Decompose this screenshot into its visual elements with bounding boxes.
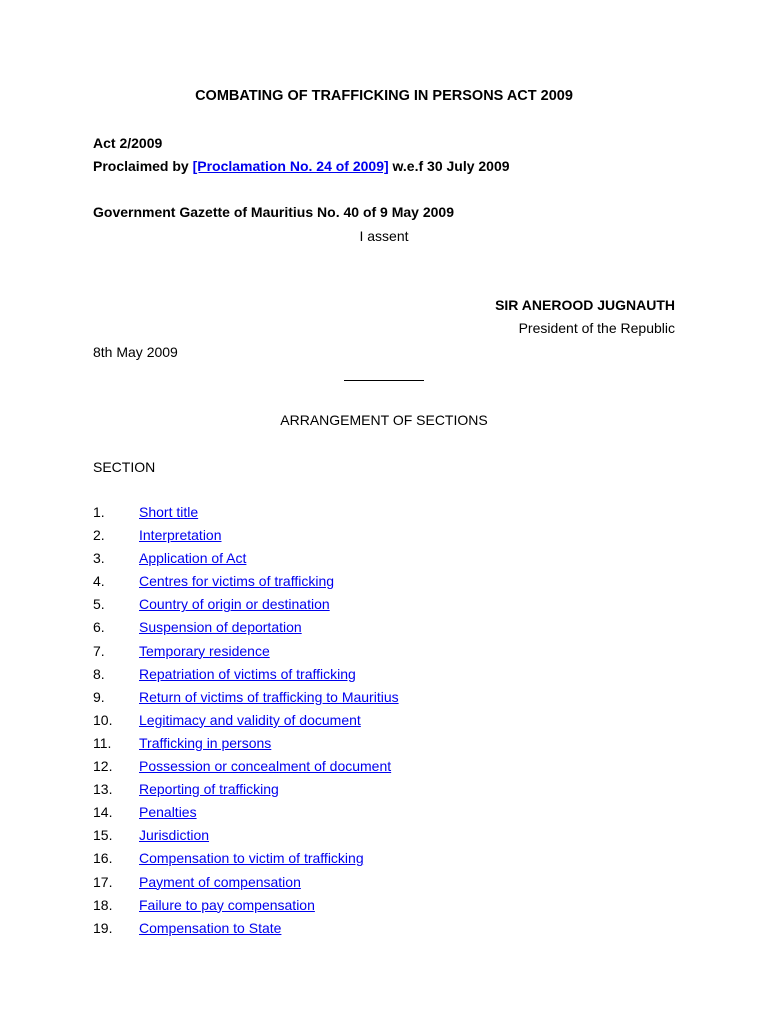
act-number: Act 2/2009: [93, 135, 163, 151]
section-link[interactable]: Country of origin or destination: [139, 596, 330, 613]
section-link[interactable]: Short title: [139, 504, 199, 520]
section-link[interactable]: Legitimacy and validity of document: [139, 711, 361, 728]
gazette-reference: Government Gazette of Mauritius No. 40 of 9 May 2009: [93, 204, 454, 220]
section-number: 13.: [93, 781, 113, 798]
arrangement-heading: ARRANGEMENT OF SECTIONS: [280, 412, 488, 428]
section-number: 7.: [93, 642, 105, 659]
list-item: [93, 619, 399, 642]
horizontal-divider: [344, 380, 424, 381]
section-number: 9.: [93, 688, 105, 705]
list-item: [93, 712, 399, 735]
list-item: [93, 527, 399, 550]
section-number: 10.: [93, 711, 113, 728]
list-item: [93, 666, 399, 689]
section-number: 19.: [93, 919, 113, 936]
list-item: [93, 920, 399, 943]
section-link[interactable]: Application of Act: [139, 550, 247, 567]
section-link[interactable]: Payment of compensation: [139, 873, 301, 890]
section-number: 18.: [93, 896, 113, 913]
section-link[interactable]: Failure to pay compensation: [139, 896, 315, 913]
list-item: [93, 643, 399, 666]
proclaimed-prefix: Proclaimed by: [93, 158, 193, 174]
list-item: [93, 689, 399, 712]
assent-text: I assent: [359, 228, 409, 244]
list-item: [93, 735, 399, 758]
section-link[interactable]: Repatriation of victims of trafficking: [139, 665, 356, 682]
list-item: [93, 758, 399, 781]
section-number: 11.: [93, 734, 112, 751]
sections-list: [93, 504, 399, 943]
section-number: 14.: [93, 804, 113, 821]
signatory-title: President of the Republic: [518, 320, 675, 336]
section-link[interactable]: Trafficking in persons: [139, 734, 272, 751]
document-title: COMBATING OF TRAFFICKING IN PERSONS ACT 2009: [195, 88, 573, 104]
list-item: [93, 850, 399, 873]
section-number: 2.: [93, 527, 105, 544]
section-link[interactable]: Reporting of trafficking: [139, 781, 279, 798]
section-number: 16.: [93, 850, 113, 867]
section-link[interactable]: Temporary residence: [139, 642, 270, 659]
list-item: [93, 504, 399, 527]
list-item: [93, 596, 399, 619]
signatory-name: SIR ANEROOD JUGNAUTH: [495, 297, 675, 313]
section-link[interactable]: Return of victims of trafficking to Mauritius: [139, 688, 399, 705]
section-link[interactable]: Possession or concealment of document: [139, 758, 392, 775]
proclaimed-suffix: w.e.f 30 July 2009: [388, 158, 510, 174]
proclamation-line: [93, 158, 510, 174]
section-link[interactable]: Suspension of deportation: [139, 619, 302, 636]
section-link[interactable]: Jurisdiction: [139, 827, 210, 844]
list-item: [93, 550, 399, 573]
list-item: [93, 781, 399, 804]
document-date: 8th May 2009: [93, 344, 178, 360]
section-number: 3.: [93, 550, 105, 567]
section-number: 17.: [93, 873, 113, 890]
list-item: [93, 874, 399, 897]
section-link[interactable]: Penalties: [139, 804, 197, 821]
section-number: 8.: [93, 665, 105, 682]
section-link[interactable]: Compensation to State: [139, 919, 282, 936]
list-item: [93, 897, 399, 920]
section-number: 1.: [93, 504, 105, 520]
list-item: [93, 827, 399, 850]
list-item: [93, 573, 399, 596]
section-link[interactable]: Compensation to victim of trafficking: [139, 850, 364, 867]
section-number: 6.: [93, 619, 105, 636]
section-link[interactable]: Centres for victims of trafficking: [139, 573, 335, 590]
section-number: 15.: [93, 827, 113, 844]
section-label: SECTION: [93, 459, 156, 475]
proclamation-link[interactable]: [Proclamation No. 24 of 2009]: [192, 158, 389, 174]
section-number: 5.: [93, 596, 105, 613]
list-item: [93, 804, 399, 827]
section-number: 12.: [93, 758, 113, 775]
section-link[interactable]: Interpretation: [139, 527, 222, 544]
section-number: 4.: [93, 573, 105, 590]
